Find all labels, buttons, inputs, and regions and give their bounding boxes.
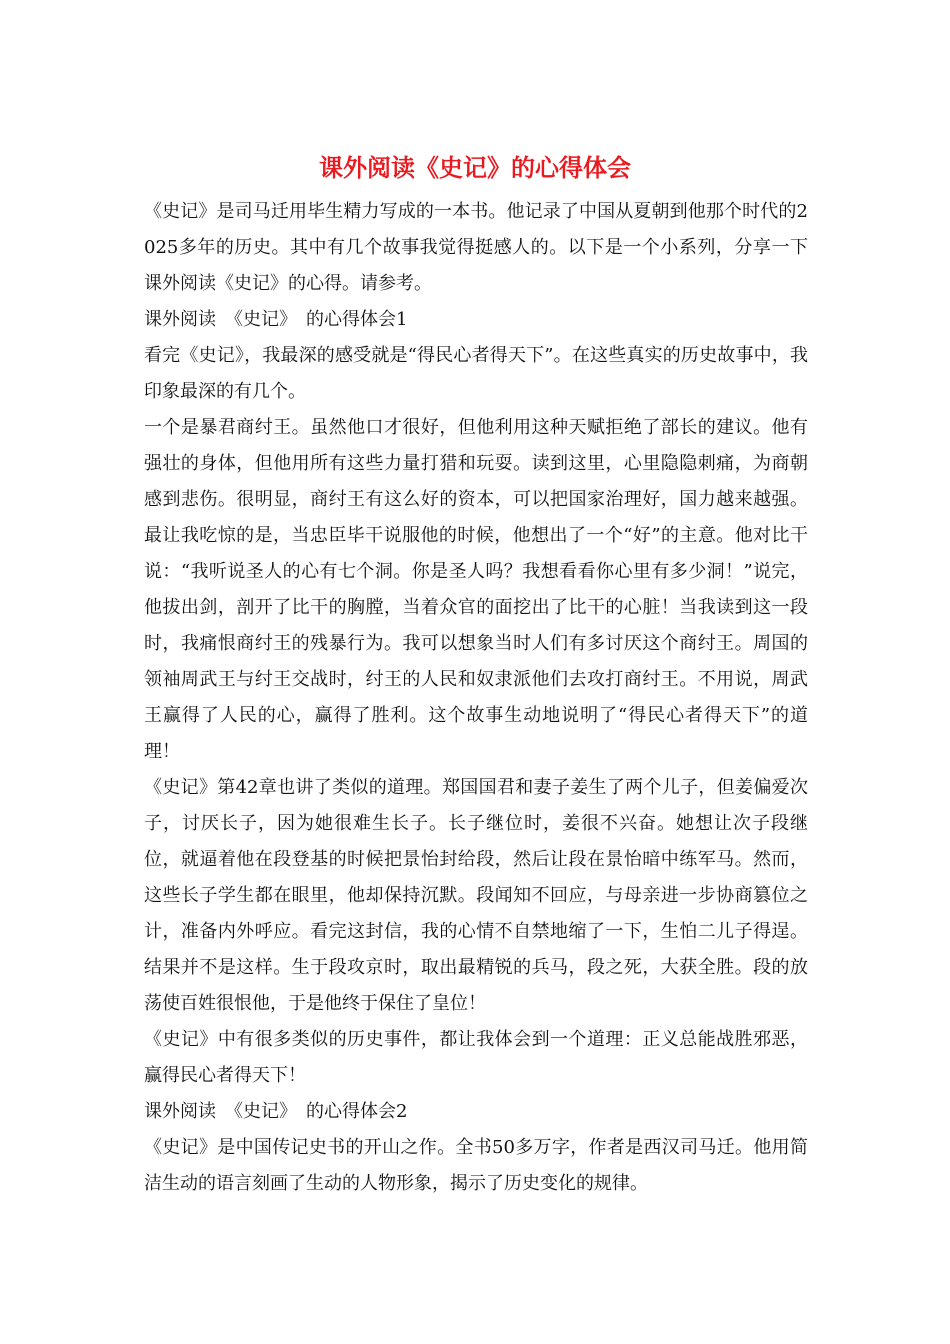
document-title: 课外阅读《史记》的心得体会 (319, 153, 631, 182)
section-1-paragraph-4: 《史记》中有很多类似的历史事件，都让我体会到一个道理：正义总能战胜邪恶，赢得民心者得天下！ (144, 1029, 808, 1086)
section-2-paragraph-1: 《史记》是中国传记史书的开山之作。全书50多万字，作者是西汉司马迁。他用简洁生动的语言刻画了生动的人物形象，揭示了历史变化的规律。 (144, 1137, 808, 1194)
section-1-paragraph-3: 《史记》第42章也讲了类似的道理。郑国国君和妻子姜生了两个儿子，但姜偏爱次子，讨厌长子，因为她很难生长子。长子继位时，姜很不兴奋。她想让次子段继位，就逼着他在段登基的时候把景怡封给段，然后让段在景怡暗中练军马。然而，这些长子学生都在眼里，他却保持沉默。段闻知不回应，与母亲进一步协商篡位之计，准备内外呼应。看完这封信，我的心情不自禁地缩了一下，生怕二儿子得逞。结果并不是这样。生于段攻京时，取出最精锐的兵马，段之死，大获全胜。段的放荡使百姓很恨他，于是他终于保住了皇位！ (144, 777, 808, 1014)
section-heading-1: 课外阅读 《史记》 的心得体会1 (144, 309, 408, 330)
section-1-paragraph-1: 看完《史记》，我最深的感受就是“得民心者得天下”。在这些真实的历史故事中，我印象最深的有几个。 (144, 345, 808, 402)
intro-paragraph: 《史记》是司马迁用毕生精力写成的一本书。他记录了中国从夏朝到他那个时代的2025多年的历史。其中有几个故事我觉得挺感人的。以下是一个小系列，分享一下课外阅读《史记》的心得。请参考。 (144, 201, 808, 294)
section-heading-2: 课外阅读 《史记》 的心得体会2 (144, 1101, 408, 1122)
section-1-paragraph-2: 一个是暴君商纣王。虽然他口才很好，但他利用这种天赋拒绝了部长的建议。他有强壮的身体，但他用所有这些力量打猎和玩耍。读到这里，心里隐隐刺痛，为商朝感到悲伤。很明显，商纣王有这么好的资本，可以把国家治理好，国力越来越强。最让我吃惊的是，当忠臣毕干说服他的时候，他想出了一个“好”的主意。他对比干说：“我听说圣人的心有七个洞。你是圣人吗？我想看看你心里有多少洞！”说完，他拔出剑，剖开了比干的胸膛，当着众官的面挖出了比干的心脏！当我读到这一段时，我痛恨商纣王的残暴行为。我可以想象当时人们有多讨厌这个商纣王。周国的领袖周武王与纣王交战时，纣王的人民和奴隶派他们去攻打商纣王。不用说，周武王赢得了人民的心，赢得了胜利。这个故事生动地说明了“得民心者得天下”的道理！ (144, 417, 808, 762)
document-body (144, 194, 808, 1202)
